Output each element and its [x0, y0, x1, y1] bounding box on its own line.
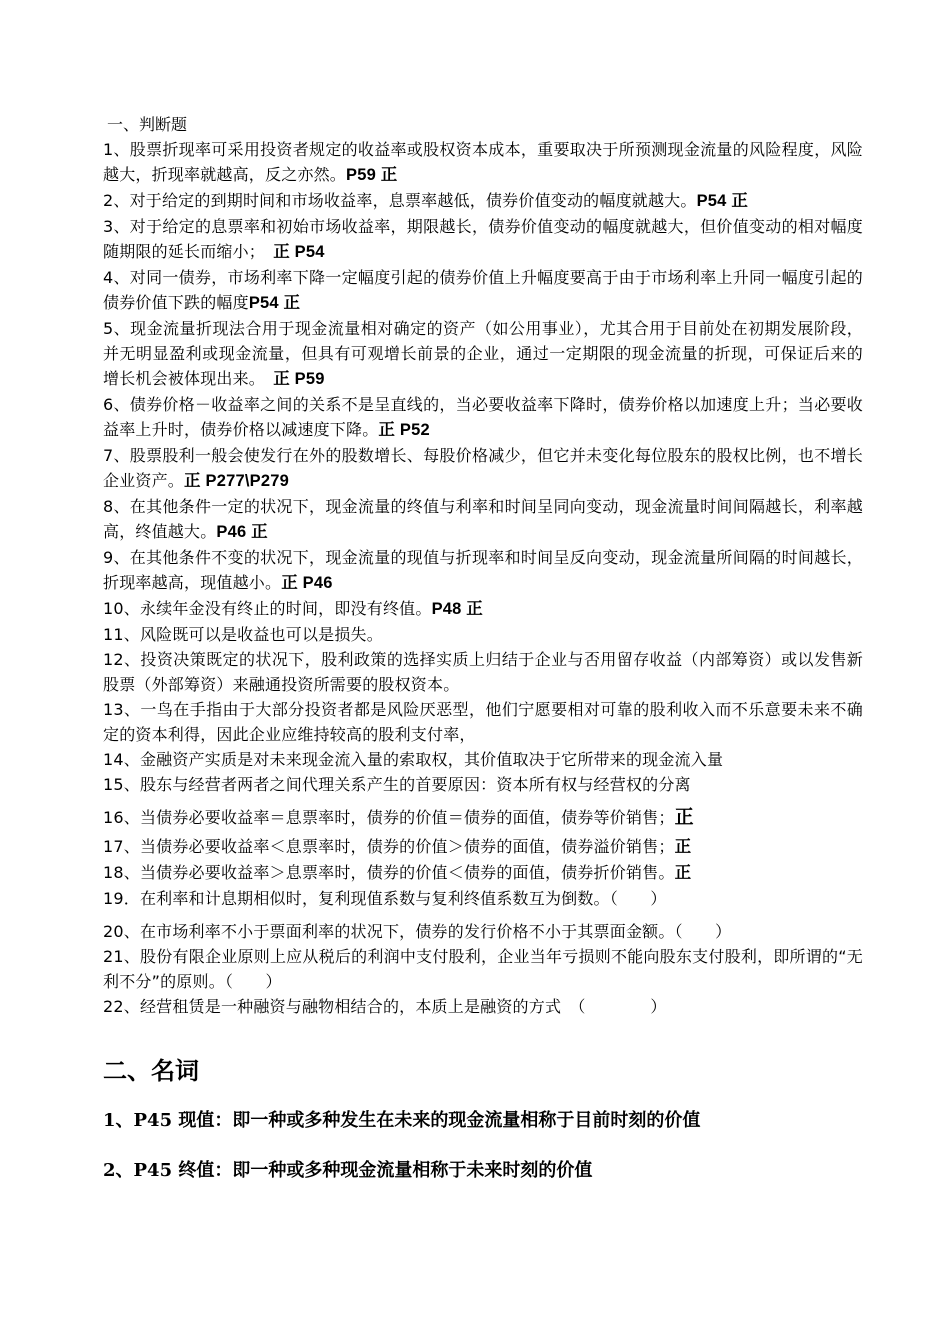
question-text: 10、永续年金没有终止的时间，即没有终值。: [103, 599, 432, 618]
question-text: 11、风险既可以是收益也可以是损失。: [103, 625, 383, 644]
question-text: 5、现金流量折现法合用于现金流量相对确定的资产（如公用事业），尤其合用于目前处在初期发展阶段，并无明显盈利或现金流量，但具有可观增长前景的企业，通过一定期限的现金流量的折现，可保证后来的增长机会被体现出来。: [103, 319, 863, 388]
term-future-value: 2、P45 终值：即一种或多种现金流量相称于未来时刻的价值: [103, 1160, 593, 1181]
question-text: 19．在利率和计息期相似时，复利现值系数与复利终值系数互为倒数。（ ）: [103, 889, 667, 908]
question-14: [103, 747, 863, 772]
question-5: [103, 316, 863, 392]
answer-mark: 正 P52: [378, 421, 430, 439]
spacer: [103, 797, 863, 805]
question-17: [103, 834, 863, 860]
answer-mark: 正: [674, 864, 692, 882]
spacer: [103, 1087, 863, 1107]
spacer: [103, 1019, 863, 1055]
question-19: [103, 886, 863, 911]
question-text: 1、股票折现率可采用投资者规定的收益率或股权资本成本，重要取决于所预测现金流量的风险程度，风险越大，折现率就越高，反之亦然。: [103, 140, 863, 184]
question-1: [103, 137, 863, 188]
question-20: [103, 919, 863, 944]
spacer: [103, 1135, 863, 1157]
question-text: 20、在市场利率不小于票面利率的状况下，债券的发行价格不小于其票面金额。（ ）: [103, 922, 732, 941]
question-8: [103, 494, 863, 545]
answer-mark: 正 P54: [273, 243, 325, 261]
question-text: 17、当债券必要收益率＜息票率时，债券的价值＞债券的面值，债券溢价销售；: [103, 837, 675, 856]
question-text: 15、股东与经营者两者之间代理关系产生的首要原因：资本所有权与经营权的分离: [103, 775, 691, 794]
section-heading-terms: 二、名词: [103, 1056, 199, 1085]
answer-mark: 正 P277\P279: [184, 472, 289, 490]
document-content: [103, 112, 863, 1185]
question-text: 8、在其他条件一定的状况下，现金流量的终值与利率和时间呈同向变动，现金流量时间间隔越长，利率越高，终值越大。: [103, 497, 863, 541]
question-text: 22、经营租赁是一种融资与融物相结合的，本质上是融资的方式 （ ）: [103, 997, 667, 1016]
question-22: [103, 994, 863, 1019]
answer-mark: 正 P46: [281, 574, 333, 592]
question-7: [103, 443, 863, 494]
question-text: 3、对于给定的息票率和初始市场收益率，期限越长，债券价值变动的幅度就越大，但价值变动的相对幅度随期限的延长而缩小；: [103, 217, 863, 261]
answer-mark: P59 正: [346, 166, 398, 184]
question-4: [103, 265, 863, 316]
question-text: 14、金融资产实质是对未来现金流入量的索取权，其价值取决于它所带来的现金流入量: [103, 750, 724, 769]
question-16: [103, 805, 863, 830]
question-3: [103, 214, 863, 265]
answer-mark: P54 正: [248, 294, 301, 312]
question-12: [103, 647, 863, 697]
answer-mark: P48 正: [431, 600, 484, 618]
question-9: [103, 545, 863, 596]
question-text: 21、股份有限企业原则上应从税后的利润中支付股利，企业当年亏损则不能向股东支付股利，即所谓的“无利不分”的原则。（ ）: [103, 947, 863, 991]
question-10: [103, 596, 863, 622]
section-heading-judgment: 一、判断题: [107, 115, 188, 134]
question-2: [103, 188, 863, 214]
question-text: 16、当债券必要收益率＝息票率时，债券的价值＝债券的面值，债券等价销售；: [103, 808, 675, 827]
answer-mark: 正: [674, 807, 694, 828]
question-13: [103, 697, 863, 747]
question-6: [103, 392, 863, 443]
question-text: 9、在其他条件不变的状况下，现金流量的现值与折现率和时间呈反向变动，现金流量所间隔的时间越长，折现率越高，现值越小。: [103, 548, 863, 592]
answer-mark: 正 P59: [273, 370, 325, 388]
answer-mark: 正: [674, 838, 692, 856]
question-text: 6、债券价格－收益率之间的关系不是呈直线的，当必要收益率下降时，债券价格以加速度上升；当必要收益率上升时，债券价格以减速度下降。: [103, 395, 863, 439]
question-text: 7、股票股利一般会使发行在外的股数增长、每股价格减少，但它并未变化每位股东的股权比例，也不增长企业资产。: [103, 446, 863, 490]
spacer: [103, 911, 863, 919]
term-present-value: 1、P45 现值：即一种或多种发生在未来的现金流量相称于目前时刻的价值: [103, 1110, 701, 1131]
question-text: 12、投资决策既定的状况下，股利政策的选择实质上归结于企业与否用留存收益（内部筹资）或以发售新股票（外部筹资）来融通投资所需要的股权资本。: [103, 650, 863, 694]
answer-mark: P46 正: [216, 523, 268, 541]
question-18: [103, 860, 863, 886]
question-text: 4、对同一债券，市场利率下降一定幅度引起的债券价值上升幅度要高于由于市场利率上升同一幅度引起的债券价值下跌的幅度: [103, 268, 863, 312]
question-text: 13、一鸟在手指由于大部分投资者都是风险厌恶型，他们宁愿要相对可靠的股利收入而不乐意要未来不确定的资本利得，因此企业应维持较高的股利支付率，: [103, 700, 863, 744]
question-15: [103, 772, 863, 797]
question-11: [103, 622, 863, 647]
question-text: 18、当债券必要收益率＞息票率时，债券的价值＜债券的面值，债券折价销售。: [103, 863, 675, 882]
question-text: 2、对于给定的到期时间和市场收益率，息票率越低，债券价值变动的幅度就越大。: [103, 191, 697, 210]
question-21: [103, 944, 863, 994]
answer-mark: P54 正: [696, 192, 749, 210]
